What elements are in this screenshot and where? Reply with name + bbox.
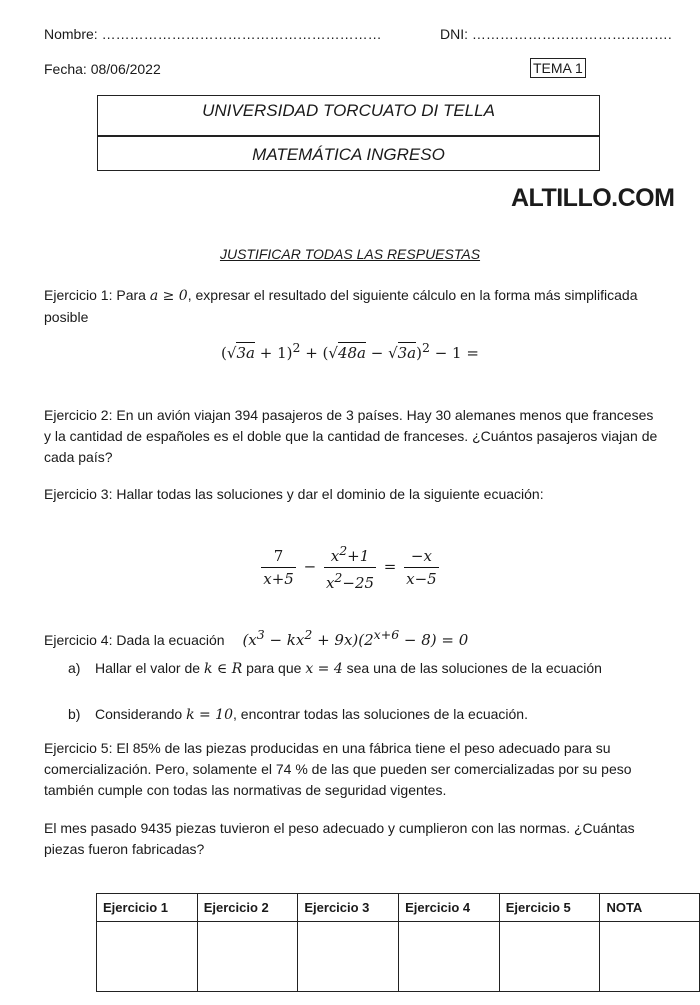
score-cell[interactable] [298,922,399,992]
score-cell[interactable] [97,922,198,992]
ejercicio-4-item-a: a) Hallar el valor de k ∈ R para que x = 4 sea una de las soluciones de la ecuación [68,660,602,677]
grades-header-cell: Ejercicio 4 [399,894,500,922]
tema-box: TEMA 1 [530,58,586,78]
score-cell[interactable] [499,922,600,992]
grades-header-row [97,894,700,922]
ejercicio-5-question: El mes pasado 9435 piezas tuvieron el peso adecuado y cumplieron con las normas. ¿Cuántas piezas fueron fabricadas? [44,820,635,857]
ejercicio-4-text: Ejercicio 4: Dada la ecuación $(x^3 - kx^2 + 9x)(2^{x+6} - 8) = 0$ [44,627,469,649]
grades-header-cell: Ejercicio 5 [499,894,600,922]
ejercicio-4-item-b: b) Considerando k = 10, encontrar todas las soluciones de la ecuación. [68,706,528,723]
dni-field: DNI: ……………………………………. [440,26,672,42]
fecha-field: Fecha: 08/06/2022 [44,61,161,77]
nombre-field: Nombre: …………………………………………………… [44,26,382,42]
altillo-watermark: ALTILLO.COM [511,184,675,212]
grades-score-row [97,922,700,992]
score-cell[interactable] [197,922,298,992]
grades-header-cell: Ejercicio 2 [197,894,298,922]
subject-title: MATEMÁTICA INGRESO [97,135,600,171]
score-cell[interactable] [399,922,500,992]
grades-header-cell: NOTA [600,894,700,922]
instruction-heading: JUSTIFICAR TODAS LAS RESPUESTAS [219,246,481,262]
grades-header-cell: Ejercicio 3 [298,894,399,922]
grades-table [96,893,700,992]
ejercicio-3-text: Ejercicio 3: Hallar todas las soluciones y dar el dominio de la siguiente ecuación: [44,486,544,502]
ejercicio-3-equation: $\frac{7}{x+5}$ − $\frac{x^2+1}{x^2-25}$ = $\frac{-x}{x-5}$ [263,543,437,592]
university-title: UNIVERSIDAD TORCUATO DI TELLA [97,95,600,137]
grades-header-cell: Ejercicio 1 [97,894,198,922]
score-cell[interactable] [600,922,700,992]
ejercicio-2-text: Ejercicio 2: En un avión viajan 394 pasajeros de 3 países. Hay 30 alemanes menos que franceses y la cantidad de españoles es el doble que la cantidad de franceses. ¿Cuántos pasajeros viajan de cada país? [44,407,658,465]
ejercicio-1-text: Ejercicio 1: Para a ≥ 0, expresar el resultado del siguiente cálculo en la forma más simplificada posible [44,287,638,325]
ejercicio-1-formula: $(√3a + 1)^2 + (√48a - √3a)^2 - 1$ = [221,340,479,362]
ejercicio-5-text: Ejercicio 5: El 85% de las piezas producidas en una fábrica tiene el peso adecuado para su comercialización. Pero, solamente el 74 % de las que pueden ser comercializadas por su peso también cumple con todas las normativas de seguridad vigentes. [44,740,632,798]
